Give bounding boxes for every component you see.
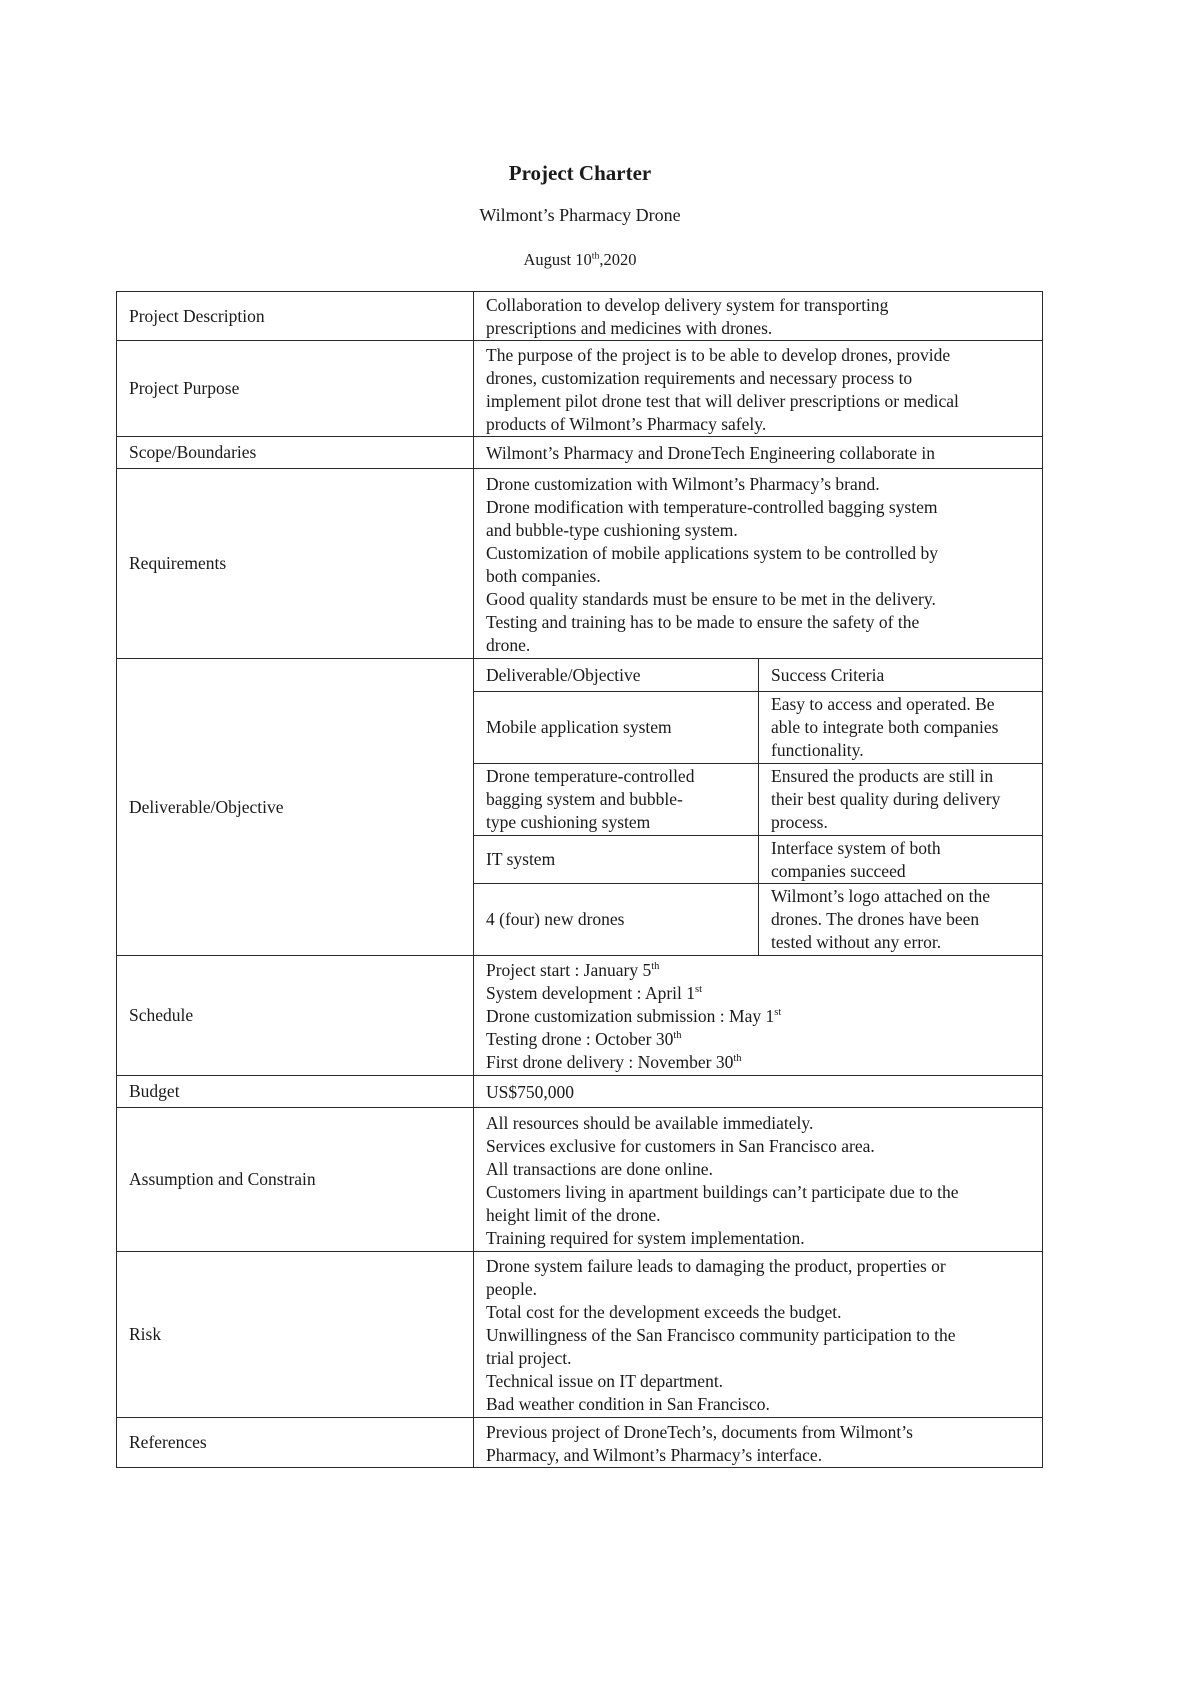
success-criteria xyxy=(759,691,1043,763)
text-line: trial project. xyxy=(486,1348,572,1368)
charter-table xyxy=(116,291,1043,1468)
deliverable-row xyxy=(474,691,1042,763)
text-line: implement pilot drone test that will deliver prescriptions or medical xyxy=(486,390,959,411)
success-criteria xyxy=(759,763,1043,835)
text-line: able to integrate both companies xyxy=(771,717,999,737)
text-line: Drone modification with temperature-controlled bagging system xyxy=(486,496,938,517)
text-line: Mobile application system xyxy=(486,717,672,737)
text-line: Services exclusive for customers in San Francisco area. xyxy=(486,1135,875,1156)
label-project-description: Project Description xyxy=(117,292,474,341)
schedule-suffix: st xyxy=(774,1007,782,1019)
text-line: functionality. xyxy=(771,740,864,760)
text-line: bagging system and bubble- xyxy=(486,789,683,809)
text-line: Ensured the products are still in xyxy=(771,766,994,786)
schedule-item xyxy=(486,982,1034,1005)
schedule-suffix: st xyxy=(695,984,703,996)
criteria-column-header: Success Criteria xyxy=(759,659,1043,691)
row-references xyxy=(117,1418,1043,1468)
label-risk: Risk xyxy=(117,1252,474,1418)
schedule-suffix: th xyxy=(733,1053,742,1065)
label-requirements: Requirements xyxy=(117,469,474,659)
text-line: prescriptions and medicines with drones. xyxy=(486,318,773,338)
text-line: 4 (four) new drones xyxy=(486,909,625,930)
text-line: Bad weather condition in San Francisco. xyxy=(486,1394,770,1414)
schedule-text: Testing drone : October 30 xyxy=(486,1029,674,1049)
schedule-item xyxy=(486,959,1034,982)
deliverable-row xyxy=(474,763,1042,835)
success-criteria xyxy=(759,883,1043,955)
value-project-purpose xyxy=(474,341,1043,437)
text-line: Customization of mobile applications system to be controlled by xyxy=(486,542,939,563)
text-line: drone. xyxy=(486,634,531,655)
value-budget xyxy=(474,1076,1043,1108)
value-assumption-constrain xyxy=(474,1108,1043,1252)
text-line: Unwillingness of the San Francisco community participation to the xyxy=(486,1325,956,1345)
label-schedule: Schedule xyxy=(117,956,474,1076)
text-line: Pharmacy, and Wilmont’s Pharmacy’s interface. xyxy=(486,1444,823,1465)
deliverable-name xyxy=(474,691,759,763)
deliverables-header-row xyxy=(474,659,1042,691)
row-project-purpose xyxy=(117,341,1043,437)
text-line: Testing and training has to be made to ensure the safety of the xyxy=(486,611,920,632)
schedule-suffix: th xyxy=(673,1030,682,1042)
schedule-suffix: th xyxy=(651,961,660,973)
value-schedule xyxy=(474,956,1043,1076)
text-line: process. xyxy=(771,812,828,832)
schedule-item xyxy=(486,1051,1034,1074)
text-line: drones, customization requirements and necessary process to xyxy=(486,367,913,388)
text-line: products of Wilmont’s Pharmacy safely. xyxy=(486,413,767,434)
text-line: drones. The drones have been xyxy=(771,909,980,930)
text-line: Customers living in apartment buildings can’t participate due to the xyxy=(486,1181,959,1202)
deliverable-column-header: Deliverable/Objective xyxy=(474,659,759,691)
text-line: All transactions are done online. xyxy=(486,1158,713,1179)
schedule-item xyxy=(486,1028,1034,1051)
text-line: both companies. xyxy=(486,565,601,586)
charter-date xyxy=(0,250,1160,270)
deliverable-name xyxy=(474,883,759,955)
value-requirements xyxy=(474,469,1043,659)
text-line: their best quality during delivery xyxy=(771,789,1001,809)
text-line: IT system xyxy=(486,849,556,869)
row-requirements xyxy=(117,469,1043,659)
label-deliverable-objective: Deliverable/Objective xyxy=(117,659,474,956)
value-project-description xyxy=(474,292,1043,341)
deliverable-name xyxy=(474,835,759,883)
date-suffix: th xyxy=(591,250,600,262)
text-line: Wilmont’s Pharmacy and DroneTech Engineering collaborate in xyxy=(486,443,936,463)
row-risk xyxy=(117,1252,1043,1418)
text-line: US$750,000 xyxy=(486,1082,574,1102)
text-line: Previous project of DroneTech’s, documents from Wilmont’s xyxy=(486,1421,913,1442)
text-line: type cushioning system xyxy=(486,812,651,832)
label-assumption-constrain: Assumption and Constrain xyxy=(117,1108,474,1252)
text-line: All resources should be available immediately. xyxy=(486,1112,814,1133)
row-scope-boundaries xyxy=(117,437,1043,469)
row-assumption-constrain xyxy=(117,1108,1043,1252)
row-budget xyxy=(117,1076,1043,1108)
text-line: Technical issue on IT department. xyxy=(486,1371,724,1391)
deliverables-table xyxy=(474,659,1042,955)
schedule-text: Drone customization submission : May 1 xyxy=(486,1006,775,1026)
text-line: Good quality standards must be ensure to be met in the delivery. xyxy=(486,588,936,609)
deliverable-row xyxy=(474,883,1042,955)
text-line: Drone customization with Wilmont’s Pharmacy’s brand. xyxy=(486,473,880,494)
label-scope-boundaries: Scope/Boundaries xyxy=(117,437,474,469)
row-project-description xyxy=(117,292,1043,341)
deliverables-cell xyxy=(474,659,1043,956)
text-line: Drone temperature-controlled xyxy=(486,766,695,786)
label-budget: Budget xyxy=(117,1076,474,1108)
text-line: The purpose of the project is to be able to develop drones, provide xyxy=(486,344,951,365)
schedule-text: Project start : January 5 xyxy=(486,960,652,980)
row-schedule xyxy=(117,956,1043,1076)
text-line: Easy to access and operated. Be xyxy=(771,694,995,714)
value-risk xyxy=(474,1252,1043,1418)
text-line: Drone system failure leads to damaging the product, properties or xyxy=(486,1256,946,1276)
text-line: people. xyxy=(486,1279,538,1299)
row-deliverable-objective xyxy=(117,659,1043,956)
project-name: Wilmont’s Pharmacy Drone xyxy=(479,205,681,225)
schedule-text: First drone delivery : November 30 xyxy=(486,1052,734,1072)
text-line: tested without any error. xyxy=(771,932,942,953)
text-line: Training required for system implementation. xyxy=(486,1227,805,1248)
success-criteria xyxy=(759,835,1043,883)
text-line: and bubble-type cushioning system. xyxy=(486,519,738,540)
deliverable-name xyxy=(474,763,759,835)
text-line: Collaboration to develop delivery system for transporting xyxy=(486,295,889,315)
text-line: companies succeed xyxy=(771,860,906,881)
value-scope-boundaries xyxy=(474,437,1043,469)
text-line: Interface system of both xyxy=(771,837,941,858)
document-title: Project Charter xyxy=(508,161,652,185)
label-references: References xyxy=(117,1418,474,1468)
text-line: Wilmont’s logo attached on the xyxy=(771,886,990,907)
schedule-item xyxy=(486,1005,1034,1028)
text-line: height limit of the drone. xyxy=(486,1204,661,1225)
label-project-purpose: Project Purpose xyxy=(117,341,474,437)
schedule-text: System development : April 1 xyxy=(486,983,696,1003)
date-year: ,2020 xyxy=(599,250,637,269)
text-line: Total cost for the development exceeds the budget. xyxy=(486,1302,842,1322)
value-references xyxy=(474,1418,1043,1468)
deliverable-row xyxy=(474,835,1042,883)
date-day: August 10 xyxy=(523,250,592,269)
